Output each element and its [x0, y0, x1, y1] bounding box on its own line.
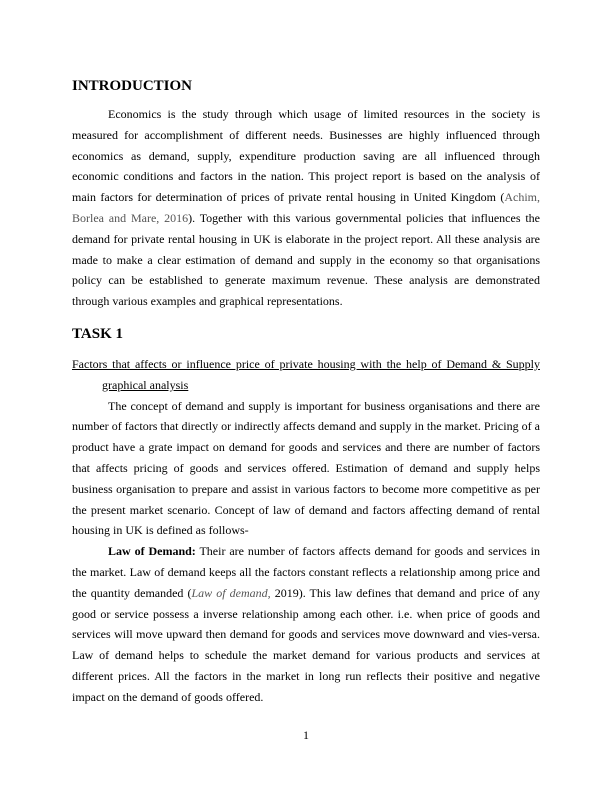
- task1-heading: TASK 1: [72, 325, 123, 342]
- introduction-heading: INTRODUCTION: [72, 78, 193, 94]
- law-text-part1: Their are number of factors affects demand for goods and services in the market. Law of demand keeps all the factors constant reflects a relationship among price and the quantity demanded (: [72, 544, 540, 600]
- intro-text-part2: ). Together with this various governmental policies that influences the demand for private rental housing in UK is elaborate in the project report. All these analysis are made to make a clear estimation of demand and supply in the economy so that organisations policy can be established to generate maximum revenue. These analysis are demonstrated through various examples and graphical representations.: [72, 210, 540, 309]
- task1-subheading: Factors that affects or influence price of private housing with the help of Demand & Supply graphical analysis: [72, 356, 540, 392]
- page-content: [72, 74, 540, 708]
- intro-text-part1: Economics is the study through which usage of limited resources in the society is measured for accomplishment of different needs. Businesses are highly influenced through economics as demand, supply, expenditure production saving are all influenced through economic conditions and factors in the nation. This project report is based on the analysis of main factors for determination of prices of private rental housing in United Kingdom (: [72, 107, 540, 205]
- law-of-demand-label: Law of Demand:: [108, 544, 196, 559]
- law-citation: Law of demand,: [191, 585, 271, 600]
- intro-citation: Achim, Borlea and Mare, 2016: [72, 190, 540, 225]
- page-number: 1: [303, 728, 309, 742]
- law-text-part2: 2019). This law defines that demand and price of any good or service possess a inverse relationship among each other. i.e. when price of goods and services will move upward then demand for goods and services move downward and vies-versa. Law of demand helps to schedule the market demand for various products and services at different prices. All the factors in the market in long run reflects their positive and negative impact on the demand of goods offered.: [72, 585, 541, 704]
- task1-paragraph: The concept of demand and supply is important for business organisations and there are number of factors that directly or indirectly affects demand and supply in the market. Pricing of a product have a grate impact on demand for goods and services and there are number of factors that affects pricing of goods and services offered. Estimation of demand and supply helps business organisation to prepare and assist in various factors to become more competitive as per the present market scenario. Concept of law of demand and factors affecting demand of rental housing in UK is defined as follows-: [72, 398, 540, 538]
- law-of-demand-paragraph: [72, 541, 540, 707]
- introduction-paragraph: [72, 104, 540, 312]
